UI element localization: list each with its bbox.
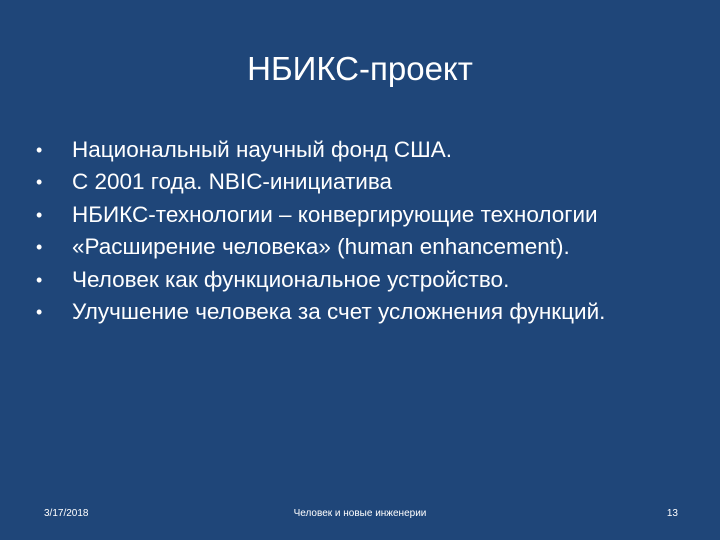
bullet-dot-icon: •	[36, 269, 43, 290]
bullet-text: Человек как функциональное устройство.	[72, 266, 510, 292]
bullet-text: Улучшение человека за счет усложнения функций.	[72, 299, 606, 325]
bullet-dot-icon: •	[36, 237, 43, 258]
bullet-item	[36, 166, 696, 198]
bullet-item	[36, 264, 696, 296]
footer-page-number: 13	[666, 508, 678, 519]
bullet-text: «Расширение человека» (human enhancement).	[72, 234, 570, 260]
bullet-item	[36, 199, 696, 231]
bullet-text: С 2001 года. NBIC-инициатива	[72, 169, 393, 195]
footer-title: Человек и новые инженерии	[293, 508, 427, 519]
bullet-dot-icon: •	[36, 302, 43, 323]
bullet-item	[36, 231, 696, 263]
bullet-item	[36, 134, 696, 166]
bullet-list	[36, 134, 696, 328]
bullet-text: Национальный научный фонд США.	[72, 137, 452, 162]
bullet-dot-icon: •	[36, 172, 43, 193]
bullet-dot-icon: •	[36, 140, 43, 160]
bullet-item	[36, 296, 696, 328]
bullet-text: НБИКС-технологии – конвергирующие технологии	[72, 201, 598, 227]
bullet-dot-icon: •	[36, 204, 43, 225]
slide-title: НБИКС-проект	[247, 50, 473, 87]
footer-date: 3/17/2018	[44, 508, 89, 519]
